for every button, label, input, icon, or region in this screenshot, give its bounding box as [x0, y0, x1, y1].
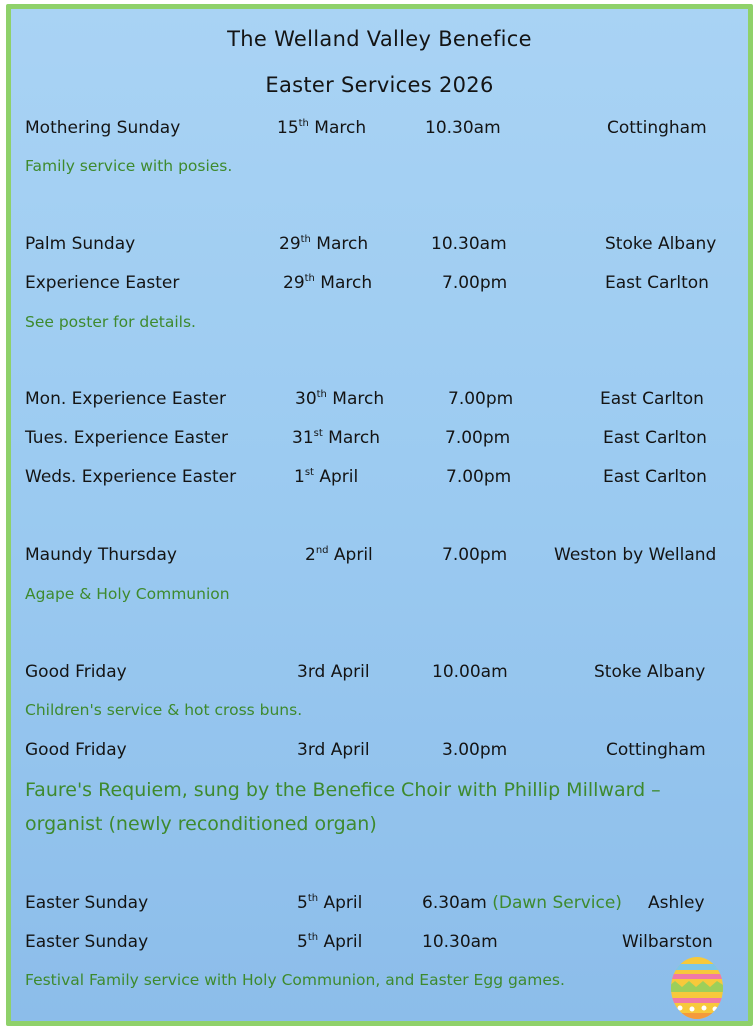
service-name: Mon. Experience Easter	[25, 389, 226, 409]
service-time: 7.00pm	[445, 428, 511, 448]
service-note: Children's service & hot cross buns.	[25, 701, 303, 719]
dawn-service-note: (Dawn Service)	[492, 893, 622, 913]
service-date: 3rd April	[297, 662, 370, 682]
service-name: Tues. Experience Easter	[25, 428, 229, 448]
service-place: Stoke Albany	[594, 662, 706, 682]
service-time: 3.00pm	[442, 740, 508, 760]
service-name: Maundy Thursday	[25, 545, 177, 565]
service-date: 1st April	[294, 467, 359, 487]
service-time: 7.00pm	[446, 467, 512, 487]
service-date: 29th March	[283, 273, 373, 293]
service-place: East Carlton	[603, 467, 707, 487]
service-place: East Carlton	[605, 273, 709, 293]
service-time: 10.30am	[425, 118, 501, 138]
service-time: 10.30am	[422, 932, 498, 952]
service-date: 5th April	[297, 932, 363, 952]
service-name: Experience Easter	[25, 273, 180, 293]
service-date: 31st March	[292, 428, 381, 448]
service-time: 6.30am (Dawn Service)	[422, 893, 622, 913]
service-time: 10.00am	[432, 662, 508, 682]
service-date: 15th March	[277, 118, 367, 138]
service-note: Festival Family service with Holy Communion, and Easter Egg games.	[25, 971, 565, 989]
service-name: Mothering Sunday	[25, 118, 181, 138]
service-time: 10.30am	[431, 234, 507, 254]
service-time: 7.00pm	[442, 545, 508, 565]
service-note: Family service with posies.	[25, 157, 233, 175]
service-date: 30th March	[295, 389, 385, 409]
service-place: East Carlton	[603, 428, 707, 448]
service-name: Good Friday	[25, 740, 127, 760]
service-date: 5th April	[297, 893, 363, 913]
service-poster	[6, 4, 753, 1026]
poster-subtitle: Easter Services 2026	[265, 73, 494, 97]
service-name: Weds. Experience Easter	[25, 467, 237, 487]
easter-egg-icon	[668, 954, 726, 1020]
service-note: organist (newly reconditioned organ)	[25, 813, 377, 835]
service-place: Ashley	[648, 893, 705, 913]
service-name: Easter Sunday	[25, 893, 149, 913]
service-time: 7.00pm	[442, 273, 508, 293]
service-place: Cottingham	[606, 740, 706, 760]
service-name: Easter Sunday	[25, 932, 149, 952]
service-place: Wilbarston	[622, 932, 713, 952]
service-date: 2nd April	[305, 545, 373, 565]
service-name: Good Friday	[25, 662, 127, 682]
poster-title: The Welland Valley Benefice	[227, 27, 532, 51]
service-note: See poster for details.	[25, 313, 196, 331]
service-date: 3rd April	[297, 740, 370, 760]
service-name: Palm Sunday	[25, 234, 136, 254]
service-note: Agape & Holy Communion	[25, 585, 230, 603]
service-place: Cottingham	[607, 118, 707, 138]
service-note: Faure's Requiem, sung by the Benefice Choir with Phillip Millward –	[25, 779, 661, 801]
service-place: Weston by Welland	[554, 545, 717, 565]
service-date: 29th March	[279, 234, 369, 254]
service-place: East Carlton	[600, 389, 704, 409]
service-place: Stoke Albany	[605, 234, 717, 254]
service-time: 7.00pm	[448, 389, 514, 409]
